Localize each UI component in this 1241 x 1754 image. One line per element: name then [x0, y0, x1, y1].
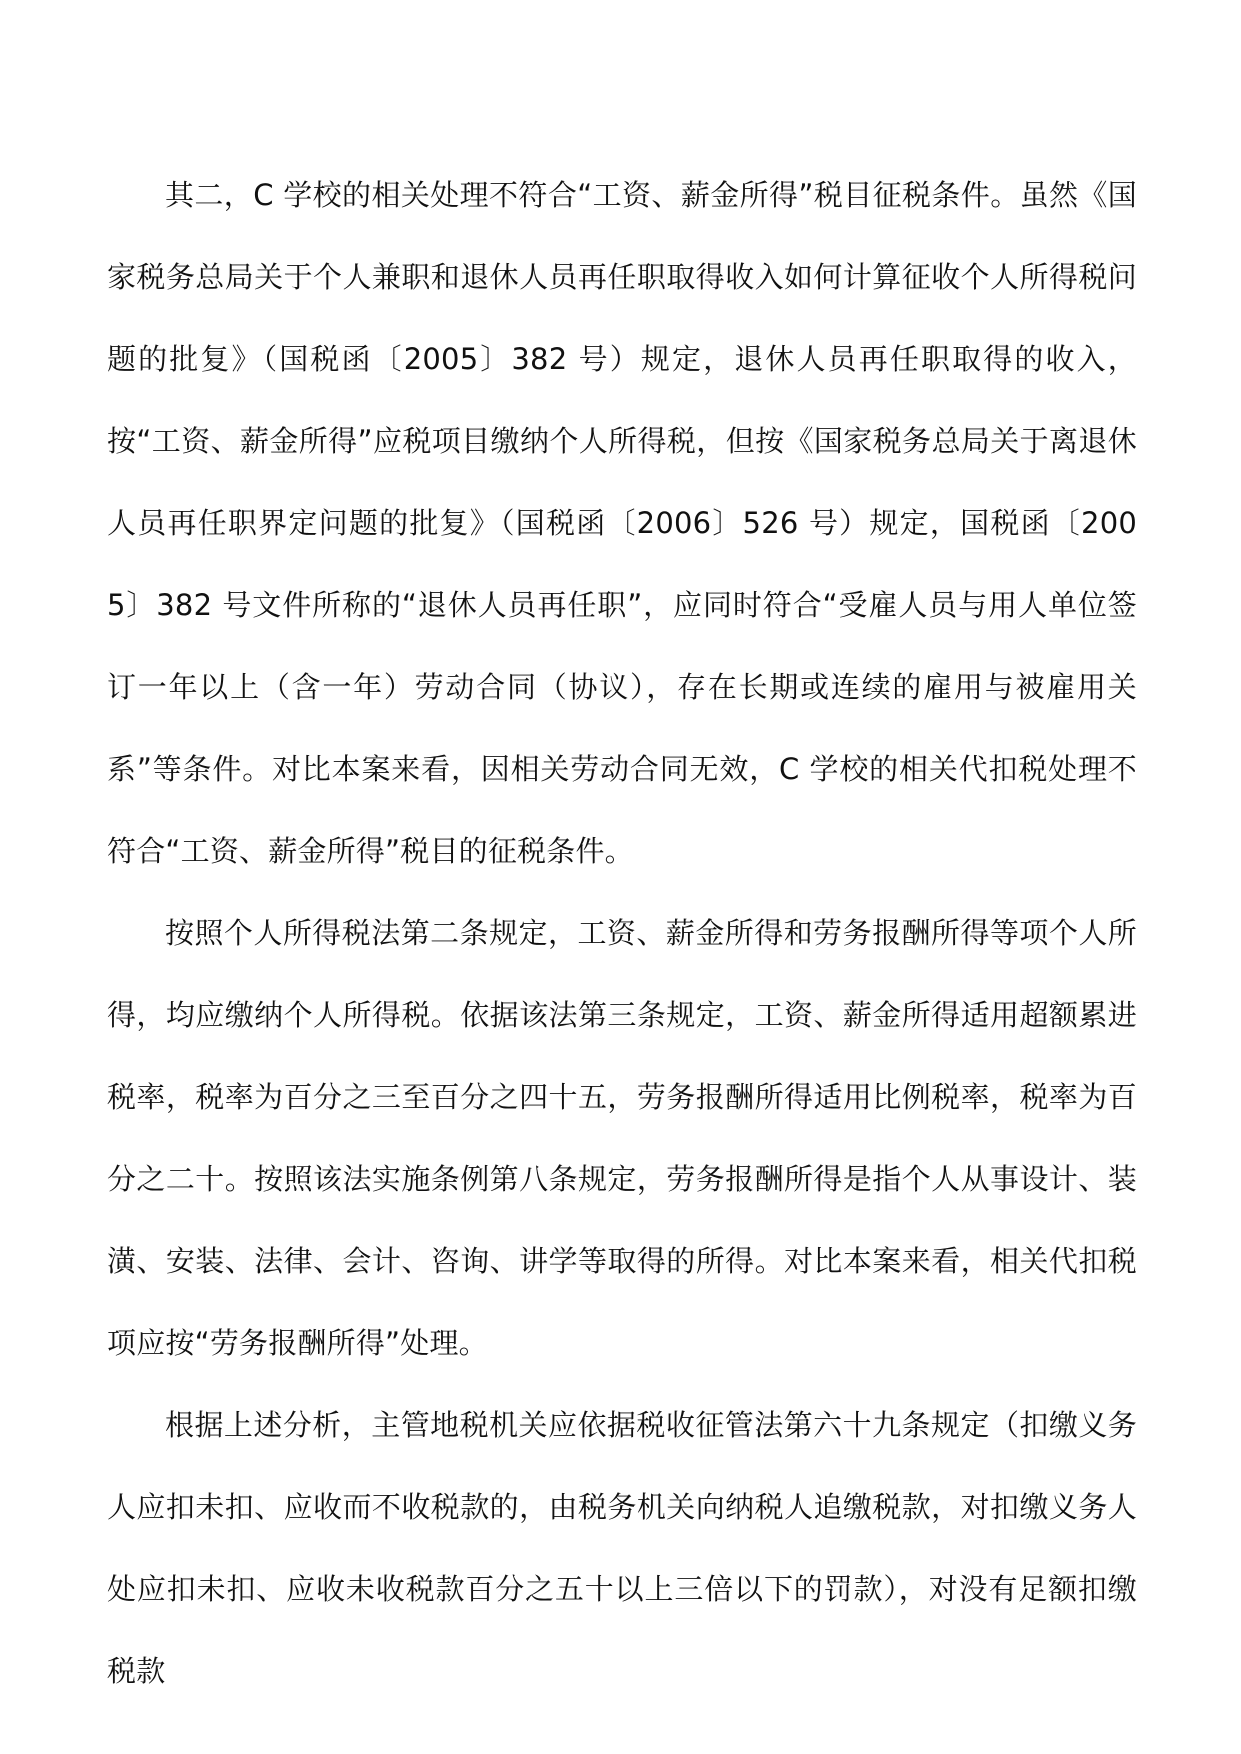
paragraph-1: 其二，C 学校的相关处理不符合“工资、薪金所得”税目征税条件。虽然《国家税务总局关于个人兼职和退休人员再任职取得收入如何计算征收个人所得税问题的批复》（国税函〔2005〕382 号）规定，退休人员再任职取得的收入，按“工资、薪金所得”应税项目缴纳个人所得税，但按《国家税务总局关于离退休人员再任职界定问题的批复》（国税函〔2006〕526 号）规定，国税函〔2005〕382 号文件所称的“退休人员再任职”，应同时符合“受雇人员与用人单位签订一年以上（含一年）劳动合同（协议），存在长期或连续的雇用与被雇用关系”等条件。对比本案来看，因相关劳动合同无效，C 学校的相关代扣税处理不符合“工资、薪金所得”税目的征税条件。	[107, 178, 1137, 868]
document-body	[107, 154, 1137, 1712]
paragraph-3: 根据上述分析，主管地税机关应依据税收征管法第六十九条规定（扣缴义务人应扣未扣、应收而不收税款的，由税务机关向纳税人追缴税款，对扣缴义务人处应扣未扣、应收未收税款百分之五十以上三倍以下的罚款），对没有足额扣缴税款	[107, 1408, 1137, 1688]
paragraph-2: 按照个人所得税法第二条规定，工资、薪金所得和劳务报酬所得等项个人所得，均应缴纳个人所得税。依据该法第三条规定，工资、薪金所得适用超额累进税率，税率为百分之三至百分之四十五，劳务报酬所得适用比例税率，税率为百分之二十。按照该法实施条例第八条规定，劳务报酬所得是指个人从事设计、装潢、安装、法律、会计、咨询、讲学等取得的所得。对比本案来看，相关代扣税项应按“劳务报酬所得”处理。	[107, 916, 1137, 1360]
